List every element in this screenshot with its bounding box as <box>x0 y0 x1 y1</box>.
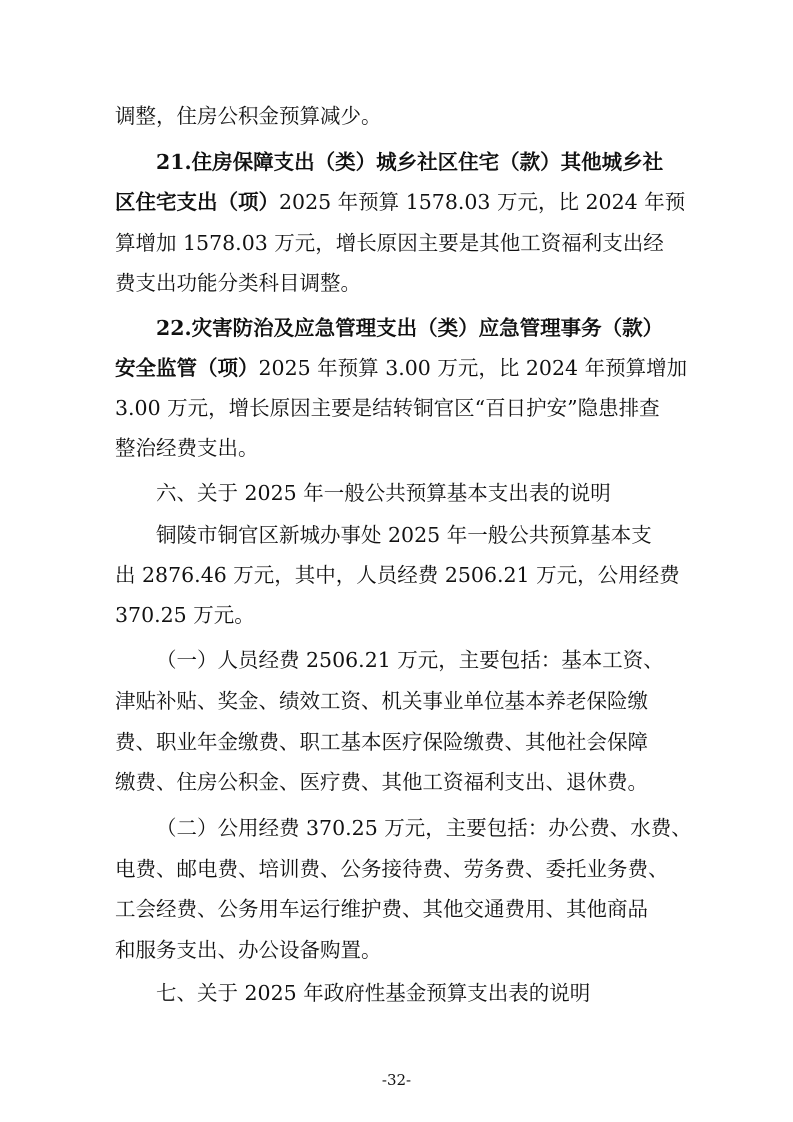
item-22-text: 2025 年预算 3.00 万元，比 2024 年预算增加 <box>258 356 688 380</box>
paragraph-line: 整治经费支出。 <box>115 436 259 460</box>
item-22-line-2 <box>115 353 793 383</box>
paragraph-line: 工会经费、公务用车运行维护费、其他交通费用、其他商品 <box>115 897 648 921</box>
paragraph-line: 算增加 1578.03 万元，增长原因主要是其他工资福利支出经 <box>115 231 664 255</box>
item-21-heading-cont: 区住宅支出（项） <box>115 190 279 214</box>
paragraph-line: 出 2876.46 万元，其中，人员经费 2506.21 万元，公用经费 <box>115 563 680 587</box>
section-6-heading: 六、关于 2025 年一般公共预算基本支出表的说明 <box>156 481 611 505</box>
item-21-line-2 <box>115 187 793 217</box>
paragraph-line: 费支出功能分类科目调整。 <box>115 271 361 295</box>
paragraph-line: 370.25 万元。 <box>115 603 255 627</box>
page-number: -32- <box>381 1071 412 1089</box>
item-22-heading: 22.灾害防治及应急管理支出（类）应急管理事务（款） <box>156 316 664 340</box>
paragraph-line: 费、职业年金缴费、职工基本医疗保险缴费、其他社会保障 <box>115 730 648 754</box>
item-21-heading: 21.住房保障支出（类）城乡社区住宅（款）其他城乡社 <box>156 150 664 174</box>
item-21-text: 2025 年预算 1578.03 万元，比 2024 年预 <box>279 190 686 214</box>
paragraph-line: 铜陵市铜官区新城办事处 2025 年一般公共预算基本支 <box>156 523 652 547</box>
paragraph-line: 调整，住房公积金预算减少。 <box>115 104 382 128</box>
paragraph-line: 缴费、住房公积金、医疗费、其他工资福利支出、退休费。 <box>115 770 648 794</box>
paragraph-line: 3.00 万元，增长原因主要是结转铜官区“百日护安”隐患排查 <box>115 396 660 420</box>
paragraph-line: 津贴补贴、奖金、绩效工资、机关事业单位基本养老保险缴 <box>115 689 648 713</box>
paragraph-line: 电费、邮电费、培训费、公务接待费、劳务费、委托业务费、 <box>115 857 669 881</box>
item-22-heading-cont: 安全监管（项） <box>115 356 259 380</box>
paragraph-line: （二）公用经费 370.25 万元，主要包括：办公费、水费、 <box>156 816 692 840</box>
section-7-heading: 七、关于 2025 年政府性基金预算支出表的说明 <box>156 981 591 1005</box>
paragraph-line: （一）人员经费 2506.21 万元，主要包括：基本工资、 <box>156 648 664 672</box>
paragraph-line: 和服务支出、办公设备购置。 <box>115 938 382 962</box>
